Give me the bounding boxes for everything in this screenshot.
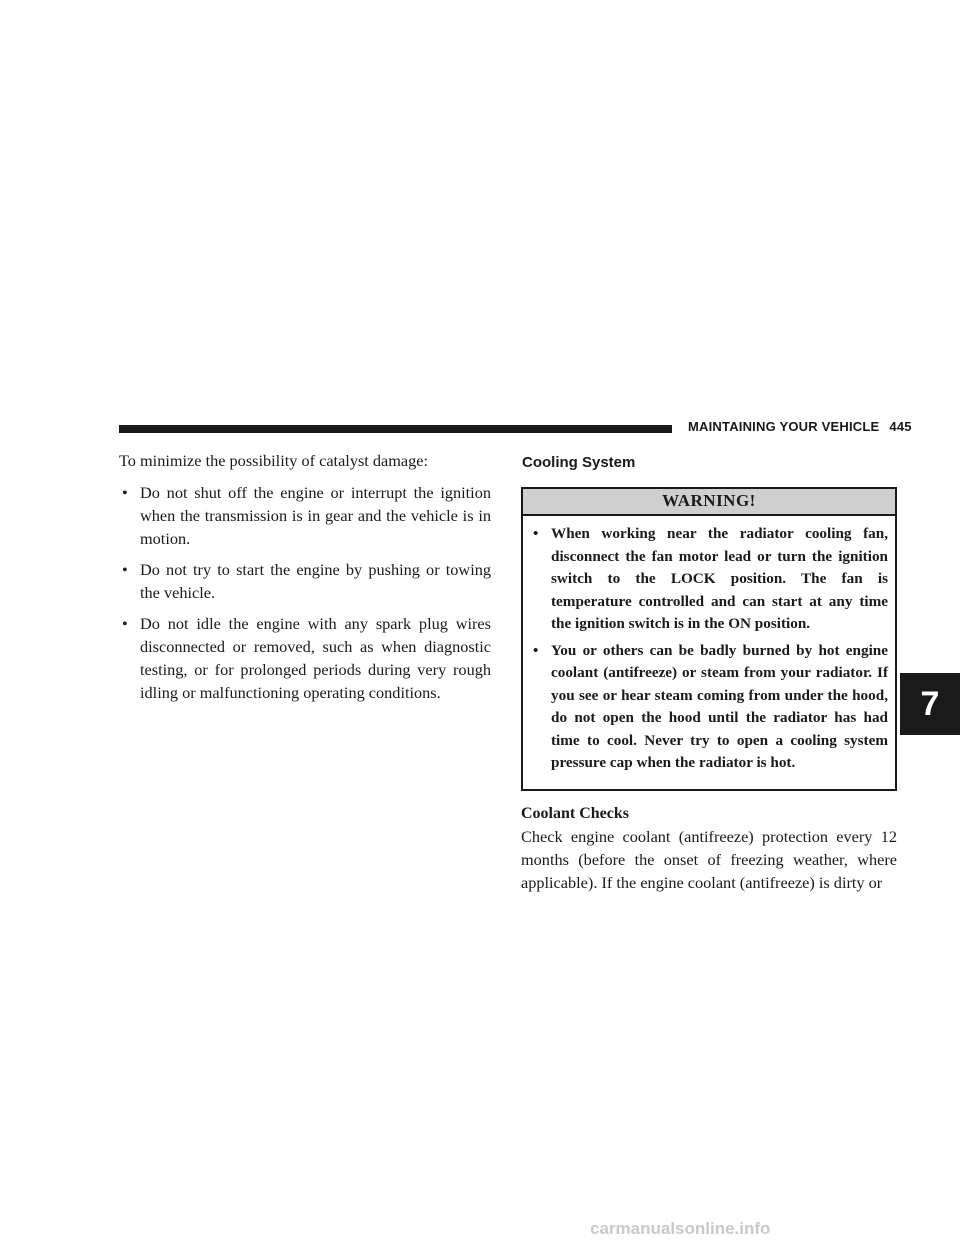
warning-body	[523, 516, 895, 789]
header-rule	[119, 425, 672, 433]
catalyst-bullet-list	[119, 481, 491, 704]
coolant-checks-heading: Coolant Checks	[521, 804, 630, 822]
header-section-title: MAINTAINING YOUR VEHICLE	[688, 419, 880, 434]
list-item: • Do not try to start the engine by pushing or towing the vehicle.	[122, 560, 491, 602]
page-number: 445	[889, 419, 912, 434]
coolant-checks-paragraph: Check engine coolant (antifreeze) protection every 12 months (before the onset of freezing weather, where applicable). If the engine coolant (antifreeze) is dirty or	[521, 826, 897, 892]
chapter-number: 7	[920, 684, 940, 723]
list-item: • You or others can be badly burned by hot engine coolant (antifreeze) or steam from your radiator. If you see or hear steam coming from under the hood, do not open the hood until the radiator has had time to cool. Never try to open a cooling system pressure cap when the radiator is hot.	[533, 641, 888, 771]
warning-box	[521, 487, 897, 791]
list-item: • When working near the radiator cooling fan, disconnect the fan motor lead or turn the ignition switch to the LOCK position. The fan is temperature controlled and can start at any time the ignition switch is in the ON position.	[533, 525, 888, 632]
list-item: • Do not shut off the engine or interrupt the ignition when the transmission is in gear and the vehicle is in motion.	[122, 483, 491, 548]
section-title: Cooling System	[522, 454, 636, 471]
list-item: • Do not idle the engine with any spark plug wires disconnected or removed, such as when diagnostic testing, or for prolonged periods during very rough idling or malfunctioning operating conditions.	[122, 614, 491, 702]
bullet-icon: •	[122, 560, 128, 579]
chapter-tab	[900, 673, 960, 735]
right-column	[521, 449, 897, 894]
bullet-icon: •	[122, 614, 128, 633]
bullet-icon: •	[533, 641, 539, 659]
warning-bullet-list	[531, 523, 888, 775]
bullet-icon: •	[533, 525, 539, 542]
warning-title: WARNING!	[523, 489, 895, 516]
intro-text: To minimize the possibility of catalyst damage:	[119, 451, 429, 470]
bullet-icon: •	[122, 483, 128, 502]
watermark: carmanualsonline.info	[590, 1219, 771, 1238]
left-column	[119, 449, 491, 712]
running-header	[688, 419, 912, 434]
